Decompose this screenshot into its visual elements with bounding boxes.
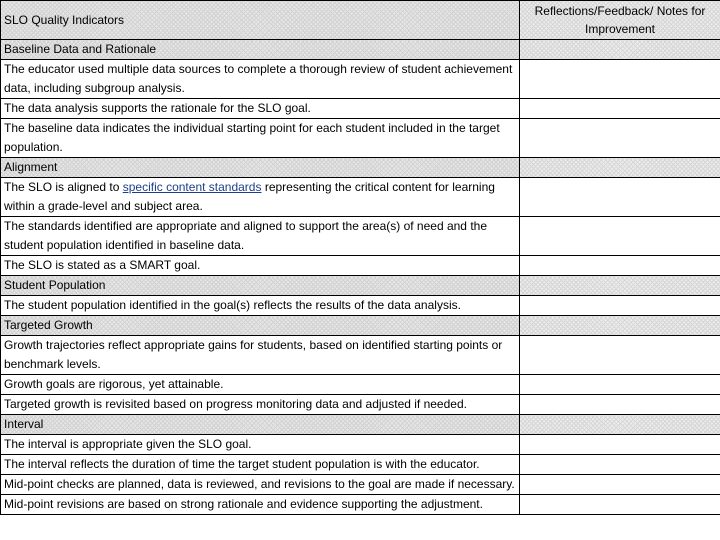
content-standards-link[interactable]: specific content standards [122, 180, 262, 194]
notes-cell[interactable] [520, 40, 720, 60]
section-title: Alignment [1, 158, 520, 178]
section-title: Student Population [1, 276, 520, 296]
section-title: Baseline Data and Rationale [1, 40, 520, 60]
indicator-text: The interval reflects the duration of time the target student population is with the educator. [1, 455, 520, 475]
indicator-text: The interval is appropriate given the SLO goal. [1, 435, 520, 455]
indicator-text-prefix: The SLO is aligned to [4, 180, 123, 194]
table-row [1, 336, 720, 375]
notes-cell[interactable] [520, 296, 720, 316]
table-row [1, 60, 720, 99]
notes-cell[interactable] [520, 178, 720, 217]
notes-cell[interactable] [520, 316, 720, 336]
indicator-text: The educator used multiple data sources to complete a thorough review of student achievement data, including subgroup analysis. [1, 60, 520, 99]
table-row [1, 455, 720, 475]
table-row [1, 256, 720, 276]
column-header-indicators: SLO Quality Indicators [1, 1, 520, 40]
indicator-text: Growth goals are rigorous, yet attainable. [1, 375, 520, 395]
notes-cell[interactable] [520, 119, 720, 158]
notes-cell[interactable] [520, 395, 720, 415]
notes-cell[interactable] [520, 455, 720, 475]
notes-cell[interactable] [520, 60, 720, 99]
indicator-text [1, 178, 520, 217]
indicator-text-suffix: representing the critical content for learning within a grade-level and subject area. [4, 180, 495, 213]
section-row-alignment [1, 158, 720, 178]
section-title: Targeted Growth [1, 316, 520, 336]
table-row [1, 475, 720, 495]
table-row [1, 435, 720, 455]
notes-cell[interactable] [520, 217, 720, 256]
section-row-interval [1, 415, 720, 435]
indicator-text: Mid-point checks are planned, data is reviewed, and revisions to the goal are made if necessary. [1, 475, 520, 495]
notes-cell[interactable] [520, 495, 720, 515]
indicator-text: Targeted growth is revisited based on progress monitoring data and adjusted if needed. [1, 395, 520, 415]
notes-cell[interactable] [520, 435, 720, 455]
table-row [1, 395, 720, 415]
notes-cell[interactable] [520, 415, 720, 435]
indicator-text: Growth trajectories reflect appropriate gains for students, based on identified starting points or benchmark levels. [1, 336, 520, 375]
table-row [1, 375, 720, 395]
notes-cell[interactable] [520, 475, 720, 495]
section-title: Interval [1, 415, 520, 435]
table-row [1, 296, 720, 316]
table-row [1, 119, 720, 158]
table-header-row [1, 1, 720, 40]
indicator-text: Mid-point revisions are based on strong rationale and evidence supporting the adjustment. [1, 495, 520, 515]
notes-cell[interactable] [520, 158, 720, 178]
indicator-text: The standards identified are appropriate and aligned to support the area(s) of need and the student population identified in baseline data. [1, 217, 520, 256]
table-row [1, 217, 720, 256]
indicator-text: The SLO is stated as a SMART goal. [1, 256, 520, 276]
section-row-population [1, 276, 720, 296]
notes-cell[interactable] [520, 336, 720, 375]
indicator-text: The student population identified in the goal(s) reflects the results of the data analysis. [1, 296, 520, 316]
section-row-growth [1, 316, 720, 336]
table-row [1, 495, 720, 515]
notes-cell[interactable] [520, 276, 720, 296]
indicator-text: The baseline data indicates the individual starting point for each student included in the target population. [1, 119, 520, 158]
indicator-text: The data analysis supports the rationale for the SLO goal. [1, 99, 520, 119]
notes-cell[interactable] [520, 99, 720, 119]
table-row [1, 99, 720, 119]
table-row [1, 178, 720, 217]
column-header-notes: Reflections/Feedback/ Notes for Improvement [520, 1, 720, 40]
notes-cell[interactable] [520, 256, 720, 276]
notes-cell[interactable] [520, 375, 720, 395]
section-row-baseline [1, 40, 720, 60]
